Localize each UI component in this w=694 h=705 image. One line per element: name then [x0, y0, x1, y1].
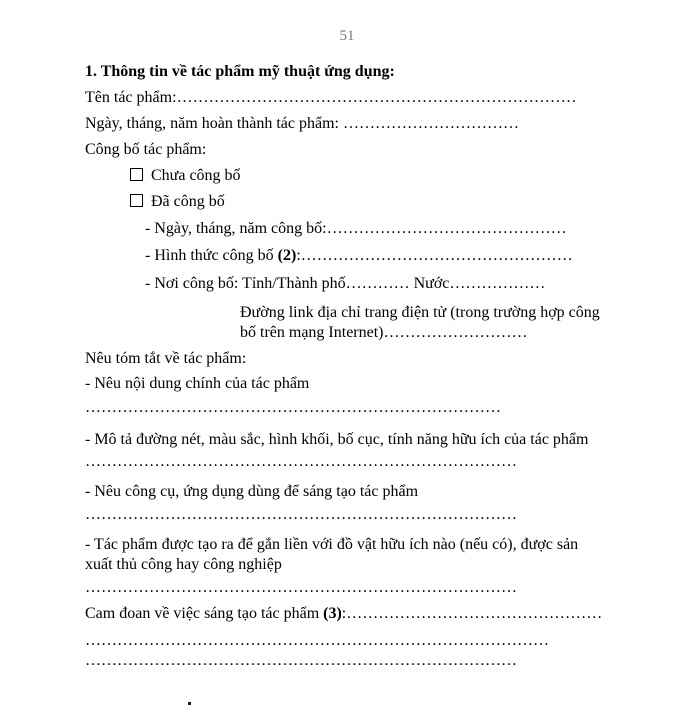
item-attached-object-line2: xuất thủ công hay công nghiệp: [85, 556, 282, 573]
commitment-dots: :…………………………………………: [341, 605, 603, 622]
item-main-content: - Nêu nội dung chính của tác phẩm: [85, 375, 310, 392]
footnote-ref-2: (2): [277, 247, 297, 264]
checkbox-row-not-published: [85, 166, 634, 186]
field-work-title: Tên tác phẩm:…………………………………………………………………: [85, 89, 577, 106]
dotted-fill-line: ………………………………………………………………………: [85, 453, 517, 470]
document-page: [0, 27, 694, 705]
checkbox-label-not-published: Chưa công bố: [151, 167, 241, 184]
field-publication-form: [85, 246, 634, 266]
dotted-fill-line: ……………………………………………………………………………: [85, 632, 549, 649]
publication-form-dots: :……………………………………………: [296, 247, 573, 264]
field-creation-commitment: [85, 604, 634, 624]
section-heading: 1. Thông tin về tác phẩm mỹ thuật ứng dụng:: [85, 63, 395, 80]
footnote-ref-3: (3): [323, 605, 342, 622]
checkbox-row-published: [85, 192, 634, 212]
label-publication: Công bố tác phẩm:: [85, 141, 207, 158]
label-work-summary: Nêu tóm tắt về tác phẩm:: [85, 350, 247, 367]
commitment-label: Cam đoan về việc sáng tạo tác phẩm: [85, 605, 324, 622]
publication-form-label: - Hình thức công bố: [145, 247, 278, 264]
field-publication-link-line1: Đường link địa chỉ trang điện tử (trong trường hợp công: [240, 304, 600, 321]
dotted-fill-line: ………………………………………………………………………: [85, 506, 517, 523]
field-publication-date: - Ngày, tháng, năm công bố:………………………………………: [145, 220, 567, 237]
checkbox-unchecked-icon[interactable]: [130, 168, 143, 181]
dotted-fill-line: ………………………………………………………………………: [85, 579, 517, 596]
checkbox-label-published: Đã công bố: [151, 193, 225, 210]
dotted-fill-line: ………………………………………………………………………: [85, 652, 517, 669]
page-number: 51: [339, 28, 355, 44]
checkbox-unchecked-icon[interactable]: [130, 194, 143, 207]
item-tools-used: - Nêu công cụ, ứng dụng dùng để sáng tạo tác phẩm: [85, 483, 419, 500]
field-publication-place: - Nơi công bố: Tỉnh/Thành phố………… Nước………………: [145, 275, 546, 292]
field-completion-date: Ngày, tháng, năm hoàn thành tác phẩm: ……………………………: [85, 115, 519, 132]
item-attached-object-line1: - Tác phẩm được tạo ra để gắn liền với đồ vật hữu ích nào (nếu có), được sản: [85, 536, 579, 553]
document-body: [85, 45, 634, 671]
item-description: - Mô tả đường nét, màu sắc, hình khối, bố cục, tính năng hữu ích của tác phẩm: [85, 431, 589, 448]
field-publication-link-line2: bố trên mạng Internet)………………………: [240, 324, 528, 341]
dotted-fill-line: ……………………………………………………………………: [85, 399, 501, 416]
